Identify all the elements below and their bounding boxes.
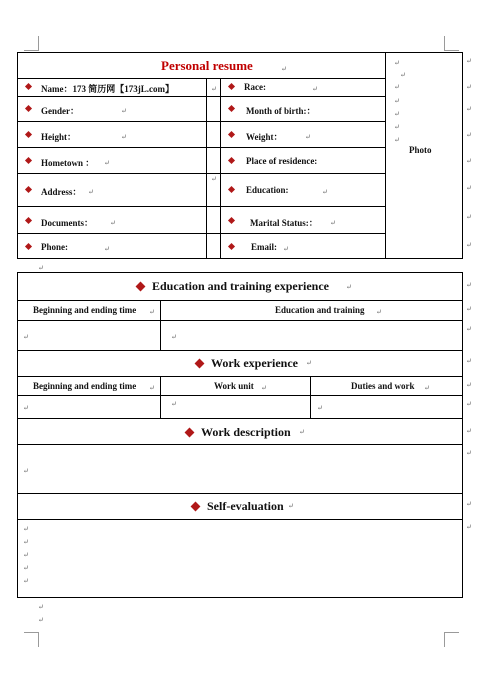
paragraph-mark: ↵ <box>23 333 29 341</box>
bullet-diamond-icon <box>25 243 32 250</box>
birth-month-label: Month of birth:： <box>246 106 316 116</box>
gender-label: Gender： <box>41 106 79 116</box>
paragraph-mark: ↵ <box>283 245 289 253</box>
paragraph-mark: ↵ <box>88 188 94 196</box>
section-diamond-icon <box>195 359 205 369</box>
row-end-mark: ↵ <box>466 281 472 289</box>
row-end-mark: ↵ <box>466 213 472 221</box>
section-diamond-icon <box>136 282 146 292</box>
weight-label: Weight： <box>246 132 283 142</box>
paragraph-mark: ↵ <box>400 71 406 79</box>
row-end-mark: ↵ <box>466 400 472 408</box>
paragraph-mark: ↵ <box>299 428 305 436</box>
work-time-column-header: Beginning and ending time <box>33 381 137 391</box>
paragraph-mark: ↵ <box>261 384 267 392</box>
paragraph-mark: ↵ <box>394 123 400 131</box>
bullet-diamond-icon <box>228 131 235 138</box>
row-end-mark: ↵ <box>466 357 472 365</box>
row-end-mark: ↵ <box>466 325 472 333</box>
education-section-title: Education and training experience <box>152 279 330 293</box>
bullet-diamond-icon <box>228 243 235 250</box>
documents-label: Documents： <box>41 218 93 228</box>
paragraph-mark: ↵ <box>121 133 127 141</box>
paragraph-mark: ↵ <box>23 467 29 475</box>
bullet-diamond-icon <box>25 105 32 112</box>
paragraph-mark: ↵ <box>104 245 110 253</box>
address-label: Address： <box>41 187 82 197</box>
resume-title: Personal resume <box>161 58 253 73</box>
paragraph-mark: ↵ <box>23 564 29 572</box>
paragraph-mark: ↵ <box>38 616 44 624</box>
paragraph-mark: ↵ <box>281 65 287 73</box>
paragraph-mark: ↵ <box>394 97 400 105</box>
row-end-mark: ↵ <box>466 381 472 389</box>
row-end-mark: ↵ <box>466 184 472 192</box>
row-end-mark: ↵ <box>466 241 472 249</box>
paragraph-mark: ↵ <box>211 175 217 183</box>
paragraph-mark: ↵ <box>38 603 44 611</box>
paragraph-mark: ↵ <box>23 525 29 533</box>
race-label: Race: <box>244 82 266 92</box>
section-diamond-icon <box>191 502 201 512</box>
bullet-diamond-icon <box>228 186 235 193</box>
residence-label: Place of residence: <box>246 156 318 166</box>
hometown-label: Hometown ： <box>41 158 95 168</box>
paragraph-mark: ↵ <box>23 538 29 546</box>
paragraph-mark: ↵ <box>394 136 400 144</box>
section-diamond-icon <box>185 428 195 438</box>
bullet-diamond-icon <box>228 105 235 112</box>
paragraph-mark: ↵ <box>376 308 382 316</box>
paragraph-mark: ↵ <box>312 85 318 93</box>
row-end-mark: ↵ <box>466 500 472 508</box>
paragraph-mark: ↵ <box>23 551 29 559</box>
paragraph-mark: ↵ <box>394 110 400 118</box>
work-experience-section-title: Work experience <box>211 356 298 370</box>
name-label: Name：173 简历网【173jL.com】 <box>41 84 174 94</box>
edu-training-column-header: Education and training <box>275 305 365 315</box>
paragraph-mark: ↵ <box>149 308 155 316</box>
paragraph-mark: ↵ <box>330 219 336 227</box>
photo-label: Photo <box>409 145 432 155</box>
paragraph-mark: ↵ <box>394 83 400 91</box>
work-unit-column-header: Work unit <box>214 381 254 391</box>
phone-label: Phone: <box>41 242 68 252</box>
edu-time-column-header: Beginning and ending time <box>33 305 137 315</box>
paragraph-mark: ↵ <box>346 283 352 291</box>
paragraph-mark: ↵ <box>171 400 177 408</box>
crop-mark-top-right <box>444 36 459 51</box>
paragraph-mark: ↵ <box>110 219 116 227</box>
row-end-mark: ↵ <box>466 57 472 65</box>
education-label: Education: <box>246 185 289 195</box>
bullet-diamond-icon <box>25 186 32 193</box>
row-end-mark: ↵ <box>466 83 472 91</box>
paragraph-mark: ↵ <box>23 577 29 585</box>
row-end-mark: ↵ <box>466 523 472 531</box>
paragraph-mark: ↵ <box>38 264 44 272</box>
bullet-diamond-icon <box>228 217 235 224</box>
self-evaluation-section-title: Self-evaluation <box>207 499 284 513</box>
bullet-diamond-icon <box>228 83 235 90</box>
row-end-mark: ↵ <box>466 449 472 457</box>
paragraph-mark: ↵ <box>23 404 29 412</box>
paragraph-mark: ↵ <box>424 384 430 392</box>
bullet-diamond-icon <box>25 217 32 224</box>
row-end-mark: ↵ <box>466 305 472 313</box>
bullet-diamond-icon <box>25 131 32 138</box>
bullet-diamond-icon <box>228 157 235 164</box>
bullet-diamond-icon <box>25 83 32 90</box>
email-label: Email: <box>251 242 277 252</box>
crop-mark-top-left <box>24 36 39 51</box>
row-end-mark: ↵ <box>466 427 472 435</box>
row-end-mark: ↵ <box>466 105 472 113</box>
paragraph-mark: ↵ <box>211 85 217 93</box>
paragraph-mark: ↵ <box>322 188 328 196</box>
paragraph-mark: ↵ <box>394 59 400 67</box>
paragraph-mark: ↵ <box>121 107 127 115</box>
height-label: Height： <box>41 132 76 142</box>
crop-mark-bottom-right <box>444 632 459 647</box>
crop-mark-bottom-left <box>24 632 39 647</box>
bullet-diamond-icon <box>25 157 32 164</box>
paragraph-mark: ↵ <box>306 359 312 367</box>
duties-column-header: Duties and work <box>351 381 415 391</box>
paragraph-mark: ↵ <box>171 333 177 341</box>
paragraph-mark: ↵ <box>288 502 294 510</box>
row-end-mark: ↵ <box>466 157 472 165</box>
paragraph-mark: ↵ <box>104 159 110 167</box>
work-description-section-title: Work description <box>201 425 291 439</box>
marital-status-label: Marital Status:： <box>250 218 318 228</box>
paragraph-mark: ↵ <box>305 133 311 141</box>
row-end-mark: ↵ <box>466 131 472 139</box>
paragraph-mark: ↵ <box>317 404 323 412</box>
paragraph-mark: ↵ <box>149 384 155 392</box>
